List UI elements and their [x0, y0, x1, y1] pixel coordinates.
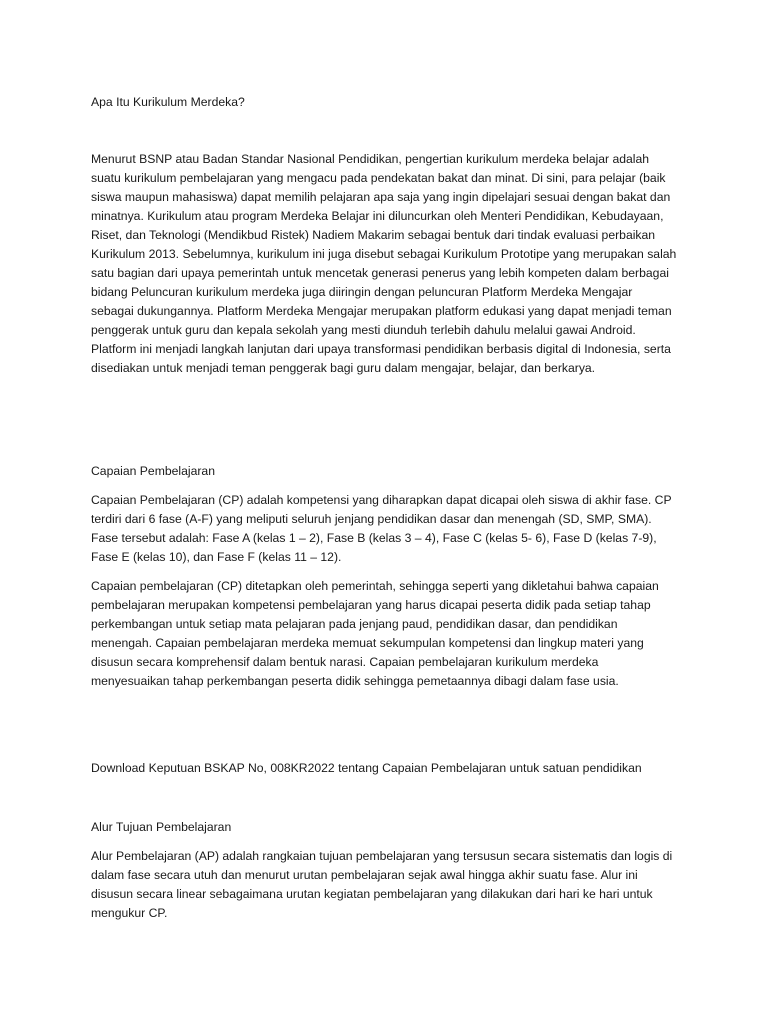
- paragraph-capaian-details: Capaian pembelajaran (CP) ditetapkan oleh pemerintah, sehingga seperti yang dikletahui bahwa capaian pembelajaran merupakan kompetensi pembelajaran yang harus dicapai peserta didik pada setiap tahap perkembangan untuk setiap mata pelajaran pada jenjang paud, pendidikan dasar, dan pendidikan menengah. Capaian pembelajaran merdeka memuat sekumpulan kompetensi dan lingkup materi yang disusun secara komprehensif dalam bentuk narasi. Capaian pembelajaran kurikulum merdeka menyesuaikan tahap perkembangan peserta didik sehingga pemetaannya dibagi dalam fase usia.: [91, 579, 659, 688]
- heading-kurikulum-merdeka: Apa Itu Kurikulum Merdeka?: [91, 95, 245, 109]
- paragraph-capaian-definition: Capaian Pembelajaran (CP) adalah kompetensi yang diharapkan dapat dicapai oleh siswa di akhir fase. CP terdiri dari 6 fase (A-F) yang meliputi seluruh jenjang pendidikan dasar dan menengah (SD, SMP, SMA). Fase tersebut adalah: Fase A (kelas 1 – 2), Fase B (kelas 3 – 4), Fase C (kelas 5- 6), Fase D (kelas 7-9), Fase E (kelas 10), dan Fase F (kelas 11 – 12).: [91, 493, 672, 564]
- paragraph-alur-pembelajaran: Alur Pembelajaran (AP) adalah rangkaian tujuan pembelajaran yang tersusun secara sistematis dan logis di dalam fase secara utuh dan menurut urutan pembelajaran sejak awal hingga akhir suatu fase. Alur ini disusun secara linear sebagaimana urutan kegiatan pembelajaran yang dilakukan dari hari ke hari untuk mengukur CP.: [91, 849, 673, 920]
- paragraph-kurikulum-merdeka: Menurut BSNP atau Badan Standar Nasional Pendidikan, pengertian kurikulum merdeka belajar adalah suatu kurikulum pembelajaran yang mengacu pada pendekatan bakat dan minat. Di sini, para pelajar (baik siswa maupun mahasiswa) dapat memilih pelajaran apa saja yang ingin dipelajari sesuai dengan bakat dan minatnya. Kurikulum atau program Merdeka Belajar ini diluncurkan oleh Menteri Pendidikan, Kebudayaan, Riset, dan Teknologi (Mendikbud Ristek) Nadiem Makarim sebagai bentuk dari tindak evaluasi perbaikan Kurikulum 2013. Sebelumnya, kurikulum ini juga disebut sebagai Kurikulum Prototipe yang merupakan salah satu bagian dari upaya pemerintah untuk mencetak generasi penerus yang lebih kompeten dalam berbagai bidang Peluncuran kurikulum merdeka juga diiringin dengan peluncuran Platform Merdeka Mengajar sebagai dukungannya. Platform Merdeka Mengajar merupakan platform edukasi yang dapat menjadi teman penggerak untuk guru dan kepala sekolah yang mesti diunduh terlebih dahulu melalui gawai Android. Platform ini menjadi langkah lanjutan dari upaya transformasi pendidikan berbasis digital di Indonesia, serta disediakan untuk menjadi teman penggerak bagi guru dalam mengajar, belajar, dan berkarya.: [91, 152, 677, 375]
- heading-capaian-pembelajaran: Capaian Pembelajaran: [91, 464, 215, 478]
- download-keputusan-line: Download Keputuan BSKAP No, 008KR2022 tentang Capaian Pembelajaran untuk satuan pendidikan: [91, 761, 642, 775]
- heading-alur-tujuan-pembelajaran: Alur Tujuan Pembelajaran: [91, 820, 232, 834]
